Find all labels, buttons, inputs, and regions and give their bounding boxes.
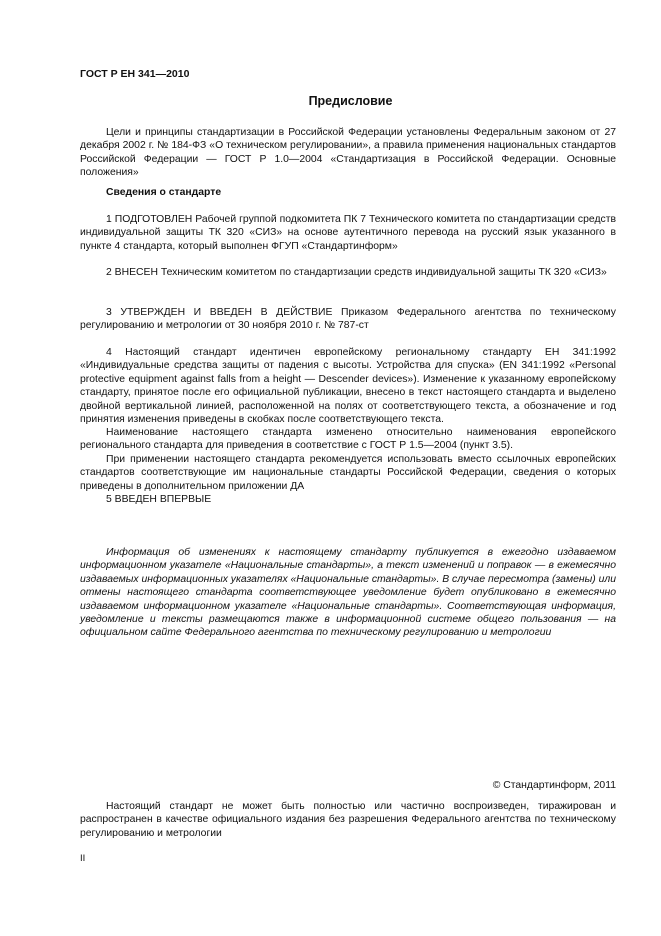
reproduction-notice-paragraph: Настоящий стандарт не может быть полностью или частично воспроизведен, тиражирован и распространен в качестве официального издания без разрешения Федерального агентства по техническому регулированию и метрологии xyxy=(80,801,616,839)
page-title: Предисловие xyxy=(308,94,393,108)
document-code: ГОСТ Р ЕН 341—2010 xyxy=(80,68,190,80)
page-number: II xyxy=(80,853,86,864)
item-4-rename-paragraph: Наименование настоящего стандарта изменено относительно наименования европейского регионального стандарта для приведения в соответствие с ГОСТ Р 1.5—2004 (пункт 3.5). xyxy=(80,427,616,452)
item-1-paragraph: 1 ПОДГОТОВЛЕН Рабочей группой подкомитета ПК 7 Технического комитета по стандартизации средств индивидуальной защиты ТК 320 «СИЗ» на основе аутентичного перевода на русский язык указанного в пункте 4 стандарта, который выполнен ФГУП «Стандартинформ» xyxy=(80,214,616,252)
standard-info-heading: Сведения о стандарте xyxy=(106,187,222,198)
item-3-paragraph: 3 УТВЕРЖДЕН И ВВЕДЕН В ДЕЙСТВИЕ Приказом Федерального агентства по техническому регулированию и метрологии от 30 ноября 2010 г. № 787-ст xyxy=(80,307,616,332)
item-4-references-paragraph: При применении настоящего стандарта рекомендуется использовать вместо ссылочных европейских стандартов соответствующие им национальные стандарты Российской Федерации, сведения о которых приведены в дополнительном приложении ДА xyxy=(80,454,616,492)
item-5-paragraph: 5 ВВЕДЕН ВПЕРВЫЕ xyxy=(106,494,212,505)
item-4-paragraph: 4 Настоящий стандарт идентичен европейскому региональному стандарту ЕН 341:1992 «Индивидуальные средства защиты от падения с высоты. Устройства для спуска» (EN 341:1992 «Personal protective equipment against falls from a height — Descender devices»). Изменение к указанному европейскому стандарту, принятое после его официальной публикации, внесено в текст настоящего стандарта и выделено двойной вертикальной линией, расположенной на полях от соответствующего текста, а обозначение и год принятия изменения приведены в скобках после соответствующего текста. xyxy=(80,347,616,426)
item-2-paragraph: 2 ВНЕСЕН Техническим комитетом по стандартизации средств индивидуальной защиты ТК 320 «СИЗ» xyxy=(106,267,607,278)
copyright-line: © Стандартинформ, 2011 xyxy=(492,780,616,791)
changes-notice-paragraph: Информация об изменениях к настоящему стандарту публикуется в ежегодно издаваемом информационном указателе «Национальные стандарты», а текст изменений и поправок — в ежемесячно издаваемых информационных указателях «Национальные стандарты». В случае пересмотра (замены) или отмены настоящего стандарта соответствующее уведомление будет опубликовано в ежемесячно издаваемом информационном указателе «Национальные стандарты». Соответствующая информация, уведомление и тексты размещаются также в информационной системе общего пользования — на официальном сайте Федерального агентства по техническому регулированию и метрологии xyxy=(80,547,616,639)
intro-paragraph: Цели и принципы стандартизации в Российской Федерации установлены Федеральным законом от 27 декабря 2002 г. № 184-ФЗ «О техническом регулировании», а правила применения национальных стандартов Российской Федерации — ГОСТ Р 1.0—2004 «Стандартизация в Российской Федерации. Основные положения» xyxy=(80,127,616,179)
